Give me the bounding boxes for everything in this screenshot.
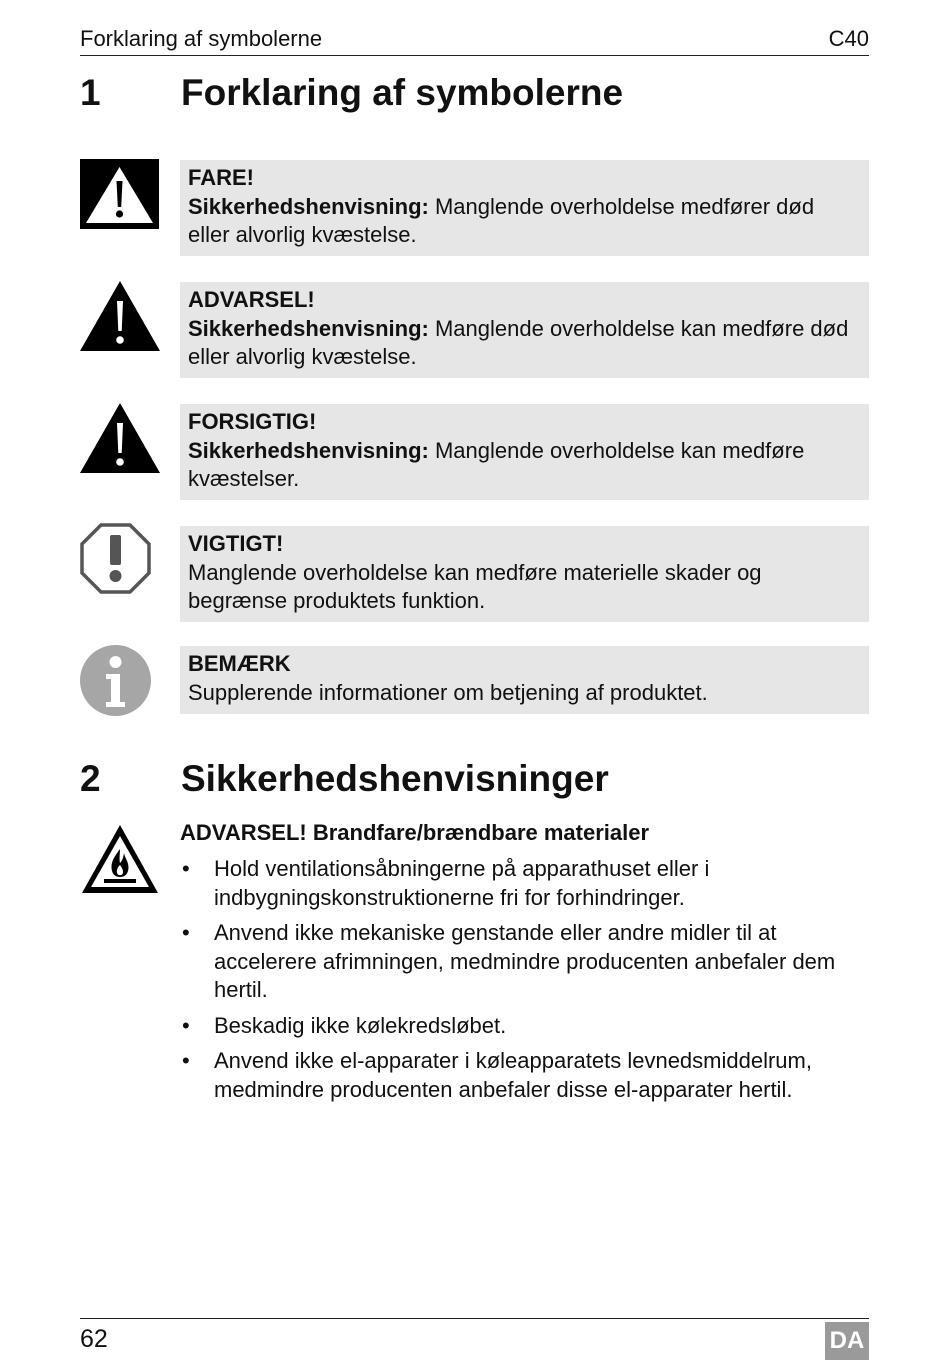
danger-warning-icon xyxy=(80,159,159,234)
fire-warning-heading: ADVARSEL! Brandfare/brændbare materialer xyxy=(180,820,650,845)
notice-title: BEMÆRK xyxy=(188,651,291,676)
warning-icon xyxy=(80,281,160,356)
header-model: C40 xyxy=(828,26,869,51)
list-item xyxy=(180,855,869,912)
notice-text: Manglende overholdelse kan medføre død eller alvorlig kvæstelse. xyxy=(188,315,849,369)
page-footer xyxy=(80,1318,869,1354)
page-number: 62 xyxy=(80,1325,108,1353)
bullet: • xyxy=(182,920,190,945)
notice-warning xyxy=(180,282,869,378)
notice-label: Sikkerhedshenvisning: xyxy=(188,437,429,463)
notice-label: Sikkerhedshenvisning: xyxy=(188,193,429,219)
info-icon xyxy=(80,645,151,721)
notice-text: Manglende overholdelse medfører død eller alvorlig kvæstelse. xyxy=(188,193,815,247)
bullet: • xyxy=(182,1048,190,1073)
header-section-title: Forklaring af symbolerne xyxy=(80,26,323,51)
notice-text: Manglende overholdelse kan medføre materielle skader og begrænse produktets funktion. xyxy=(188,559,762,613)
bullet: • xyxy=(182,1012,190,1038)
notice-danger xyxy=(180,160,869,256)
notice-title: VIGTIGT! xyxy=(188,531,284,556)
list-item xyxy=(180,1012,869,1041)
notice-title: ADVARSEL! xyxy=(188,287,315,312)
important-icon xyxy=(80,523,151,599)
fire-warning-list xyxy=(180,855,869,1111)
flammable-warning-icon xyxy=(80,823,160,900)
notice-text: Manglende overholdelse kan medføre kvæstelser. xyxy=(188,437,805,491)
section-1-number: 1 xyxy=(80,72,101,113)
bullet: • xyxy=(182,856,190,881)
notice-title: FARE! xyxy=(188,165,254,190)
list-item-text: Anvend ikke el-apparater i køleapparatets levnedsmiddelrum, medmindre producenten anbefaler disse el-apparater hertil. xyxy=(214,1048,812,1102)
list-item-text: Anvend ikke mekaniske genstande eller andre midler til at accelerere afrimningen, medmindre producenten anbefaler dem hertil. xyxy=(214,920,836,1002)
language-badge: DA xyxy=(825,1322,869,1360)
notice-title: FORSIGTIG! xyxy=(188,409,317,434)
list-item xyxy=(180,919,869,1005)
notice-note xyxy=(180,646,869,714)
list-item-text: Beskadig ikke kølekredsløbet. xyxy=(214,1012,507,1038)
section-2-title: Sikkerhedshenvisninger xyxy=(181,758,609,799)
section-2-number: 2 xyxy=(80,758,101,799)
notice-label: Sikkerhedshenvisning: xyxy=(188,315,429,341)
notice-text: Supplerende informationer om betjening af produktet. xyxy=(188,679,708,705)
caution-icon xyxy=(80,403,160,478)
list-item-text: Hold ventilationsåbningerne på apparathuset eller i indbygningskonstruktionerne fri for forhindringer. xyxy=(214,856,710,910)
list-item xyxy=(180,1047,869,1104)
notice-caution xyxy=(180,404,869,500)
running-header xyxy=(80,24,869,56)
notice-important xyxy=(180,526,869,622)
section-1-title: Forklaring af symbolerne xyxy=(181,72,624,113)
